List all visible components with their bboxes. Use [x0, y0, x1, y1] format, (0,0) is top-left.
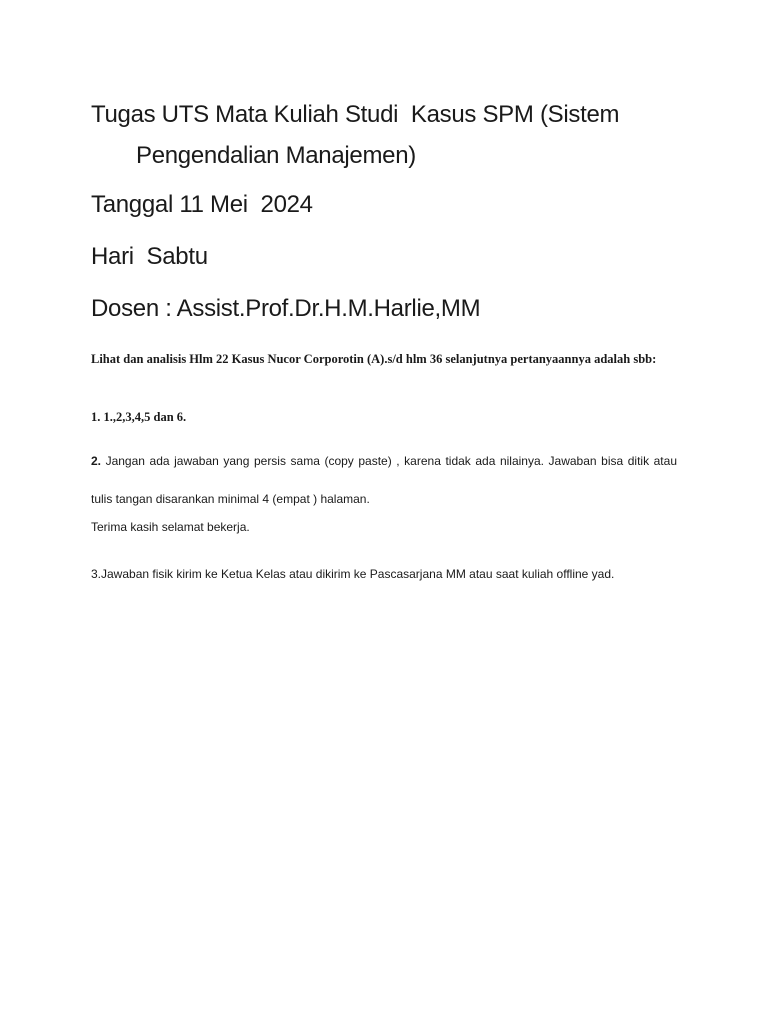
document-title — [91, 94, 691, 176]
date-line: Tanggal 11 Mei 2024 — [91, 191, 313, 218]
lecturer-line: Dosen : Assist.Prof.Dr.H.M.Harlie,MM — [91, 295, 481, 322]
title-line-2: Pengendalian Manajemen) — [136, 142, 416, 169]
day-line: Hari Sabtu — [91, 243, 208, 270]
thanks-line: Terima kasih selamat bekerja. — [91, 520, 250, 534]
instruction-item-2 — [91, 442, 677, 518]
title-line-1: Tugas UTS Mata Kuliah Studi Kasus SPM (Sistem — [91, 101, 620, 128]
question-list-item-1: 1. 1.,2,3,4,5 dan 6. — [91, 410, 187, 424]
instruction-intro: Lihat dan analisis Hlm 22 Kasus Nucor Corporotin (A).s/d hlm 36 selanjutnya pertanyaannya adalah sbb: — [91, 352, 657, 366]
item-2-number: 2. — [91, 454, 102, 468]
item-2-text: Jangan ada jawaban yang persis sama (copy paste) , karena tidak ada nilainya. Jawaban bisa ditik atau tulis tangan disarankan minimal 4 (empat ) halaman. — [91, 454, 677, 506]
instruction-item-3: 3.Jawaban fisik kirim ke Ketua Kelas atau dikirim ke Pascasarjana MM atau saat kuliah offline yad. — [91, 567, 615, 581]
